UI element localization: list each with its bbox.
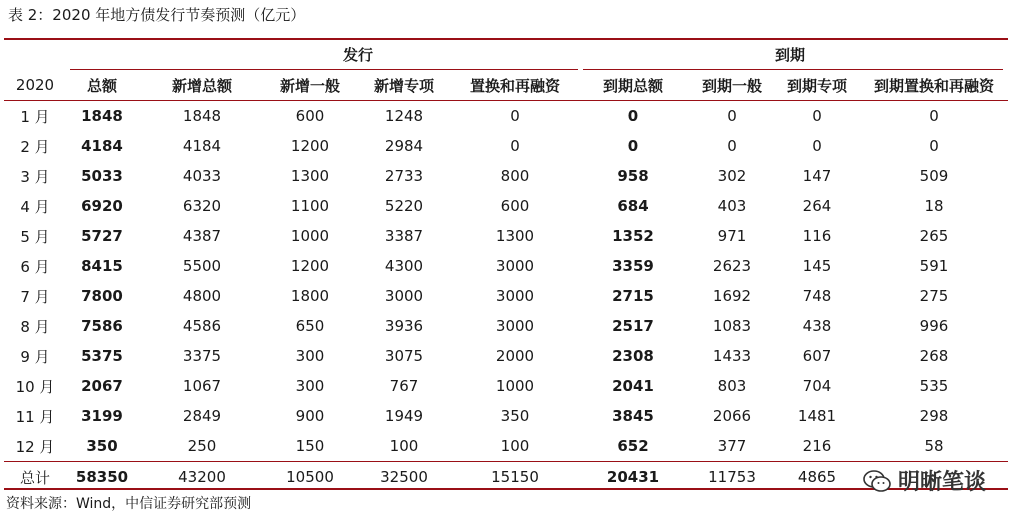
table-cell: 7800 [81,287,123,305]
watermark-text: 明晰笔谈 [898,470,987,495]
table-cell: 684 [617,197,649,215]
table-cell: 0 [727,137,737,155]
table-cell: 0 [510,107,520,125]
table-cell: 4184 [81,137,123,155]
col-header-refinance: 置换和再融资 [469,76,560,95]
table-cell: 58 [924,437,944,455]
table-cell: 5220 [384,197,424,215]
table-cell: 996 [919,317,949,335]
table-cell: 298 [919,407,949,425]
row-label-cell: 8 月 [20,317,50,336]
table-cell: 265 [919,227,949,245]
table-cell: 767 [389,377,419,395]
table-cell: 145 [802,257,832,275]
table-cell: 268 [919,347,949,365]
table-cell: 0 [627,137,639,155]
table-cell: 7586 [81,317,123,335]
table-row [4,191,1008,221]
table-cell: 2849 [182,407,222,425]
bottom-rule [4,488,1008,490]
table-cell: 0 [929,137,939,155]
table-cell: 3075 [384,347,424,365]
table-cell: 8415 [81,257,123,275]
table-cell: 1200 [290,137,330,155]
table-cell: 3000 [495,257,535,275]
row-label-cell: 5 月 [20,227,50,246]
table-cell: 264 [802,197,832,215]
table-cell: 3936 [384,317,424,335]
table-cell: 147 [802,167,832,185]
table-cell: 5375 [81,347,123,365]
table-cell: 5727 [81,227,123,245]
col-header-maturity-total: 到期总额 [602,76,663,95]
table-cell: 18 [924,197,944,215]
table-cell: 15150 [454,462,576,493]
table-cell: 1848 [81,107,123,125]
table-cell: 300 [295,377,325,395]
table-cell: 900 [295,407,325,425]
table-cell: 652 [617,437,649,455]
table-cell: 116 [802,227,832,245]
table-cell: 800 [500,167,530,185]
table-cell: 1949 [384,407,424,425]
row-label-cell: 3 月 [20,167,50,186]
table-cell: 0 [812,137,822,155]
table-cell: 1481 [797,407,837,425]
table-cell: 150 [295,437,325,455]
table-cell: 5500 [182,257,222,275]
col-header-maturity-general: 到期一般 [701,76,762,95]
row-label-cell: 1 月 [20,107,50,126]
table-cell: 2984 [384,137,424,155]
table-cell: 377 [717,437,747,455]
row-label-cell: 11 月 [15,407,55,426]
watermark [862,465,986,496]
table-cell: 3375 [182,347,222,365]
table-cell: 2000 [495,347,535,365]
table-cell: 250 [187,437,217,455]
table-cell: 0 [812,107,822,125]
table-cell: 0 [510,137,520,155]
table-cell: 302 [717,167,747,185]
table-cell: 2041 [612,377,654,395]
table-cell: 509 [919,167,949,185]
table-cell: 4800 [182,287,222,305]
table-row [4,251,1008,281]
table-cell: 1300 [495,227,535,245]
table-cell: 3199 [81,407,123,425]
table-cell: 100 [500,437,530,455]
table-cell: 4387 [182,227,222,245]
table-title: 表 2：2020 年地方债发行节奏预测（亿元） [8,6,306,24]
top-rule [4,38,1008,40]
table-cell: 10500 [266,462,354,493]
table-cell: 1200 [290,257,330,275]
row-label-cell: 7 月 [20,287,50,306]
table-cell: 43200 [138,462,266,493]
table-row [4,161,1008,191]
col-header-total: 总额 [86,76,117,95]
table-cell: 275 [919,287,949,305]
col-header-new-general: 新增一般 [279,76,340,95]
table-cell: 4586 [182,317,222,335]
table-cell: 958 [617,167,649,185]
table-cell: 971 [717,227,747,245]
table-cell: 3387 [384,227,424,245]
table-cell: 5033 [81,167,123,185]
table-cell: 650 [295,317,325,335]
table-cell: 3000 [384,287,424,305]
table-row [4,311,1008,341]
table-row [4,221,1008,251]
table-cell: 300 [295,347,325,365]
table-cell: 1800 [290,287,330,305]
table-cell: 2517 [612,317,654,335]
table-cell: 403 [717,197,747,215]
table-row [4,371,1008,401]
table-cell: 1692 [712,287,752,305]
table-row [4,431,1008,462]
table-cell: 350 [500,407,530,425]
table-row [4,281,1008,311]
table-row [4,341,1008,371]
table-cell: 100 [389,437,419,455]
table-row [4,401,1008,431]
table-cell: 6320 [182,197,222,215]
table-cell: 2066 [712,407,752,425]
table-cell: 6920 [81,197,123,215]
table-cell: 216 [802,437,832,455]
table-cell: 32500 [354,462,454,493]
table-cell: 803 [717,377,747,395]
wechat-icon [862,468,892,494]
table-cell: 4033 [182,167,222,185]
table-cell: 600 [500,197,530,215]
row-label-cell: 10 月 [15,377,55,396]
table-cell: 350 [86,437,118,455]
col-header-maturity-refinance: 到期置换和再融资 [873,76,994,95]
table-cell: 11753 [690,462,774,493]
table-row [4,101,1008,132]
table-cell: 3359 [612,257,654,275]
row-label-cell: 总计 [4,462,66,493]
row-label-cell: 12 月 [15,437,55,456]
table-cell: 1433 [712,347,752,365]
table-cell: 4184 [182,137,222,155]
col-header-new-special: 新增专项 [373,76,434,95]
table-cell: 0 [929,107,939,125]
table-cell: 438 [802,317,832,335]
table-cell: 2308 [612,347,654,365]
table-cell: 2733 [384,167,424,185]
table-cell: 4865 [774,462,860,493]
header-row [4,70,1008,101]
table-cell: 1352 [612,227,654,245]
table-cell: 2067 [81,377,123,395]
table-cell: 20431 [576,462,690,493]
table-cell: 591 [919,257,949,275]
col-header-maturity-special: 到期专项 [786,76,847,95]
bond-issuance-table [4,70,1008,492]
table-cell: 58350 [66,462,138,493]
table-cell: 1848 [182,107,222,125]
table-cell: 1067 [182,377,222,395]
group-header-mature: 到期 [774,46,805,64]
col-header-year: 2020 [15,76,55,94]
table-cell: 2715 [612,287,654,305]
row-label-cell: 6 月 [20,257,50,276]
table-cell: 0 [627,107,639,125]
table-cell: 3000 [495,287,535,305]
source-note: 资料来源：Wind，中信证券研究部预测 [6,496,252,512]
table-cell: 600 [295,107,325,125]
group-header-issue: 发行 [342,46,373,64]
col-header-new-total: 新增总额 [171,76,232,95]
table-row [4,131,1008,161]
table-cell: 1100 [290,197,330,215]
table-cell: 704 [802,377,832,395]
table-cell: 0 [727,107,737,125]
table-cell: 1000 [495,377,535,395]
table-cell: 1300 [290,167,330,185]
table-cell: 2623 [712,257,752,275]
row-label-cell: 9 月 [20,347,50,366]
table-cell: 3000 [495,317,535,335]
table-cell: 1000 [290,227,330,245]
table-cell: 3845 [612,407,654,425]
row-label-cell: 2 月 [20,137,50,156]
row-label-cell: 4 月 [20,197,50,216]
table-cell: 607 [802,347,832,365]
table-cell: 1083 [712,317,752,335]
table-cell: 535 [919,377,949,395]
table-cell: 4300 [384,257,424,275]
table-cell: 748 [802,287,832,305]
table-cell: 1248 [384,107,424,125]
